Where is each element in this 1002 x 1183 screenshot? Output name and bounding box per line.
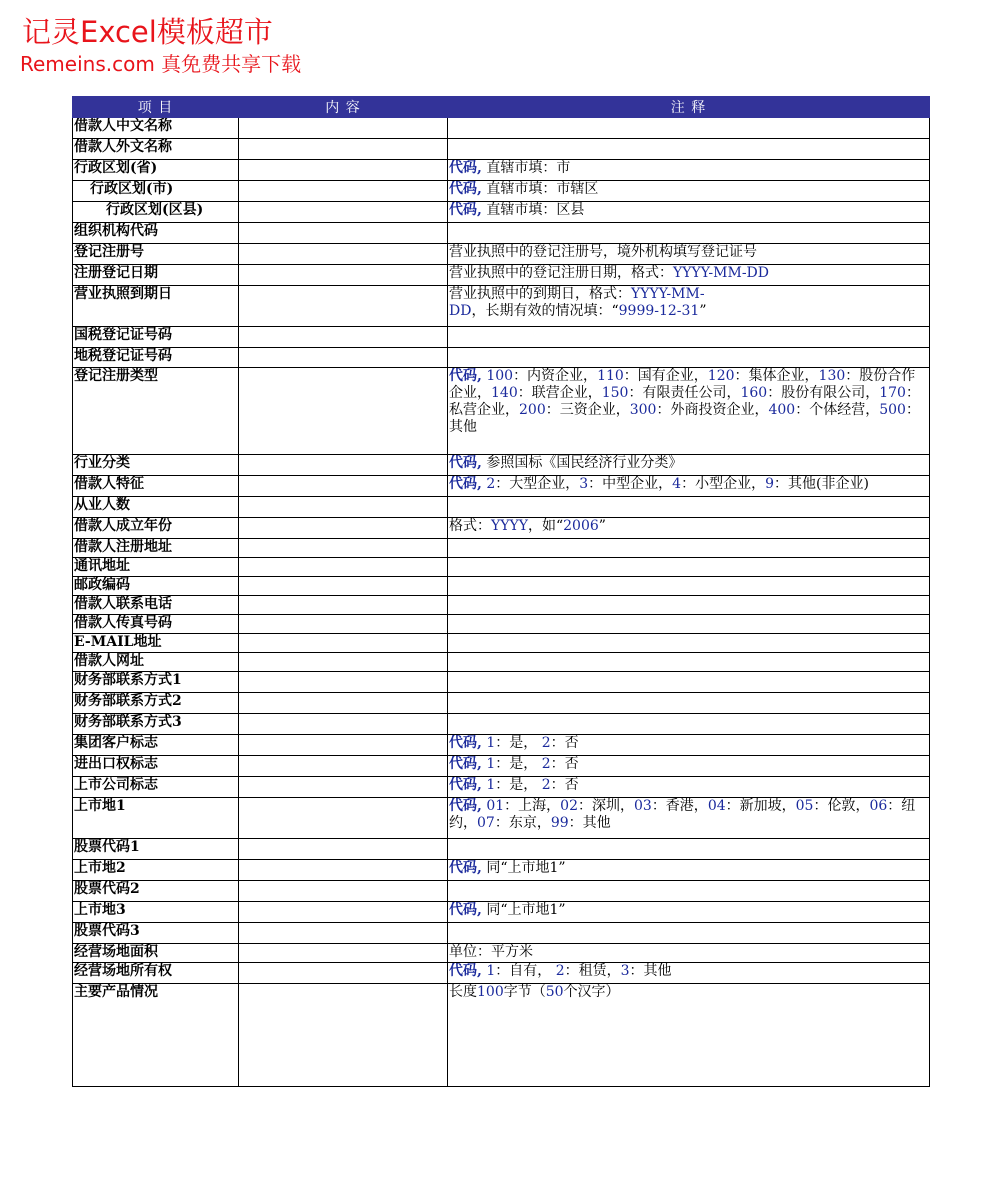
note-text: 07: [477, 815, 495, 831]
row-content-cell[interactable]: [239, 455, 448, 476]
row-content-cell[interactable]: [239, 860, 448, 881]
row-note: [448, 368, 930, 455]
row-item-label: 借款人注册地址: [73, 539, 239, 558]
row-note: [448, 756, 930, 777]
note-text: ：有限责任公司，: [628, 385, 741, 401]
table-row: [73, 223, 930, 244]
table-row: [73, 244, 930, 265]
note-text: ：内资企业，: [513, 368, 598, 384]
row-note: [448, 984, 930, 1087]
note-text: 参照国标《国民经济行业分类》: [481, 455, 683, 471]
note-text: ，长期有效的情况填：“: [471, 303, 619, 319]
note-text: 4: [672, 476, 682, 492]
row-note: [448, 693, 930, 714]
note-text: ：伦敦，: [813, 798, 870, 814]
note-text: 长度: [449, 984, 477, 1000]
row-note: [448, 881, 930, 902]
note-text: 营业执照中的到期日，格式：: [449, 286, 631, 302]
table-row: [73, 756, 930, 777]
note-text: 营业执照中的登记注册日期，格式：: [449, 265, 673, 281]
row-content-cell[interactable]: [239, 693, 448, 714]
row-item-label: 行政区划(省): [73, 160, 239, 181]
row-note: [448, 455, 930, 476]
table-row: [73, 902, 930, 923]
table-row: [73, 118, 930, 139]
row-content-cell[interactable]: [239, 944, 448, 963]
note-text: ：联营企业，: [517, 385, 602, 401]
note-text: ：否: [550, 777, 579, 793]
note-text: 06: [869, 798, 888, 814]
row-item-label: 邮政编码: [73, 577, 239, 596]
note-text: 1: [486, 756, 496, 772]
note-text: 100: [477, 984, 504, 1000]
row-content-cell[interactable]: [239, 368, 448, 455]
row-content-cell[interactable]: [239, 984, 448, 1087]
row-note: [448, 476, 930, 497]
header-content: 内 容: [239, 97, 448, 118]
table-row: [73, 539, 930, 558]
note-code-label: 代码,: [449, 963, 482, 979]
row-item-label: 财务部联系方式3: [73, 714, 239, 735]
note-text: ：上海，: [504, 798, 561, 814]
note-text: ：东京，: [494, 815, 551, 831]
row-content-cell[interactable]: [239, 881, 448, 902]
note-text: 100: [486, 368, 514, 384]
note-code-label: 代码,: [449, 368, 482, 384]
note-text: ：租赁，: [564, 963, 621, 979]
note-text: ：是，: [495, 756, 542, 772]
row-content-cell[interactable]: [239, 902, 448, 923]
note-text: ：股份合作企业，: [449, 368, 916, 401]
note-text: 3: [620, 963, 630, 979]
note-text: 99: [550, 815, 569, 831]
note-text: ：纽约，: [449, 798, 916, 831]
note-text: 单位：平方米: [449, 944, 533, 960]
row-note: [448, 202, 930, 223]
table-row: [73, 984, 930, 1087]
table-row: [73, 839, 930, 860]
note-text: ：新加坡，: [725, 798, 796, 814]
note-text: 300: [629, 402, 657, 418]
row-content-cell[interactable]: [239, 476, 448, 497]
note-code-label: 代码,: [449, 476, 482, 492]
loan-info-table: [72, 96, 930, 1087]
row-content-cell[interactable]: [239, 244, 448, 265]
note-text: 04: [707, 798, 726, 814]
row-content-cell[interactable]: [239, 348, 448, 368]
row-note: [448, 223, 930, 244]
row-note: [448, 963, 930, 984]
note-text: ：自有，: [495, 963, 556, 979]
note-text: 05: [795, 798, 814, 814]
table-row: [73, 881, 930, 902]
note-text: 字节（: [503, 984, 546, 1000]
note-text: ：深圳，: [577, 798, 634, 814]
row-content-cell[interactable]: [239, 327, 448, 348]
table-row: [73, 944, 930, 963]
row-note: [448, 735, 930, 756]
table-row: [73, 798, 930, 839]
note-text: ：其他(非企业): [774, 476, 869, 492]
row-item-label: 通讯地址: [73, 558, 239, 577]
note-text: 50: [545, 984, 564, 1000]
table-row: [73, 615, 930, 634]
row-content-cell[interactable]: [239, 839, 448, 860]
row-content-cell[interactable]: [239, 798, 448, 839]
row-content-cell[interactable]: [239, 118, 448, 139]
row-item-label: 经营场地所有权: [73, 963, 239, 984]
note-text: ，如“: [527, 518, 564, 534]
row-item-label: 上市地1: [73, 798, 239, 839]
note-text: ：国有企业，: [623, 368, 708, 384]
table-row: [73, 348, 930, 368]
note-text: 直辖市填：区县: [481, 202, 585, 218]
row-note: [448, 497, 930, 518]
table-row: [73, 634, 930, 653]
note-text: 2: [555, 963, 565, 979]
note-text: ：小型企业，: [681, 476, 766, 492]
row-item-label: 股票代码2: [73, 881, 239, 902]
row-note: [448, 265, 930, 286]
note-text: 同“上市地1”: [481, 860, 566, 876]
row-content-cell[interactable]: [239, 181, 448, 202]
note-text: 9999-12-31: [618, 303, 700, 319]
row-note: [448, 577, 930, 596]
note-text: YYYY-MM-: [631, 286, 705, 302]
row-item-label: 注册登记日期: [73, 265, 239, 286]
row-content-cell[interactable]: [239, 672, 448, 693]
row-item-label: 财务部联系方式2: [73, 693, 239, 714]
note-text: 直辖市填：市: [481, 160, 571, 176]
table-row: [73, 497, 930, 518]
watermark-title: 记灵Excel模板超市: [22, 15, 273, 49]
row-item-label: E-MAIL地址: [73, 634, 239, 653]
note-text: 500: [879, 402, 906, 418]
row-note: [448, 244, 930, 265]
row-item-label: 登记注册号: [73, 244, 239, 265]
row-content-cell[interactable]: [239, 160, 448, 181]
row-content-cell[interactable]: [239, 653, 448, 672]
note-code-label: 代码,: [449, 860, 482, 876]
row-item-label: 上市地2: [73, 860, 239, 881]
row-content-cell[interactable]: [239, 777, 448, 798]
row-item-label: 组织机构代码: [73, 223, 239, 244]
note-text: 个汉字）: [563, 984, 620, 1000]
table-row: [73, 577, 930, 596]
note-code-label: 代码,: [449, 902, 482, 918]
row-note: [448, 539, 930, 558]
note-text: YYYY-MM-DD: [673, 265, 770, 281]
row-content-cell[interactable]: [239, 518, 448, 539]
row-item-label: 行政区划(市): [73, 181, 239, 202]
row-content-cell[interactable]: [239, 714, 448, 735]
row-item-label: 国税登记证号码: [73, 327, 239, 348]
note-text: ：是，: [495, 735, 542, 751]
table-row: [73, 653, 930, 672]
row-content-cell[interactable]: [239, 265, 448, 286]
header-item: 项 目: [73, 97, 239, 118]
row-content-cell[interactable]: [239, 497, 448, 518]
row-item-label: 借款人传真号码: [73, 615, 239, 634]
note-text: ：其他: [568, 815, 611, 831]
note-text: 03: [633, 798, 652, 814]
table-row: [73, 265, 930, 286]
note-text: ：其他: [449, 402, 920, 435]
note-text: 01: [486, 798, 505, 814]
row-item-label: 借款人特征: [73, 476, 239, 497]
row-item-label: 借款人联系电话: [73, 596, 239, 615]
row-note: [448, 798, 930, 839]
row-content-cell[interactable]: [239, 577, 448, 596]
watermark-subtitle: Remeins.com 真免费共享下载: [20, 52, 302, 76]
table-row: [73, 327, 930, 348]
row-note: [448, 923, 930, 944]
row-item-label: 行业分类: [73, 455, 239, 476]
row-content-cell[interactable]: [239, 963, 448, 984]
note-text: 130: [818, 368, 846, 384]
row-content-cell[interactable]: [239, 558, 448, 577]
row-note: [448, 160, 930, 181]
table-row: [73, 714, 930, 735]
header-row: [73, 97, 930, 118]
note-text: 1: [486, 963, 496, 979]
row-item-label: 上市公司标志: [73, 777, 239, 798]
table-row: [73, 160, 930, 181]
row-content-cell[interactable]: [239, 539, 448, 558]
note-text: ：私营企业，: [449, 385, 920, 418]
row-item-label: 地税登记证号码: [73, 348, 239, 368]
table-row: [73, 181, 930, 202]
note-text: ：集体企业，: [734, 368, 819, 384]
note-code-label: 代码,: [449, 455, 482, 471]
note-text: ：否: [550, 735, 579, 751]
note-text: 2: [541, 777, 551, 793]
row-content-cell[interactable]: [239, 139, 448, 160]
row-content-cell[interactable]: [239, 286, 448, 327]
row-note: [448, 672, 930, 693]
note-text: 格式：: [449, 518, 491, 534]
note-text: ：是，: [495, 777, 542, 793]
row-note: [448, 558, 930, 577]
row-item-label: 行政区划(区县): [73, 202, 239, 223]
table-row: [73, 963, 930, 984]
note-text: ”: [699, 303, 707, 319]
row-item-label: 借款人成立年份: [73, 518, 239, 539]
row-note: [448, 518, 930, 539]
table-row: [73, 735, 930, 756]
row-item-label: 从业人数: [73, 497, 239, 518]
note-code-label: 代码,: [449, 756, 482, 772]
note-text: 150: [601, 385, 629, 401]
row-item-label: 借款人中文名称: [73, 118, 239, 139]
table-row: [73, 455, 930, 476]
note-text: 140: [491, 385, 518, 401]
note-text: 同“上市地1”: [481, 902, 566, 918]
row-item-label: 集团客户标志: [73, 735, 239, 756]
row-note: [448, 902, 930, 923]
row-item-label: 股票代码3: [73, 923, 239, 944]
row-note: [448, 777, 930, 798]
note-text: 2: [486, 476, 496, 492]
note-text: ：大型企业，: [495, 476, 580, 492]
row-item-label: 上市地3: [73, 902, 239, 923]
row-note: [448, 653, 930, 672]
note-text: DD: [449, 303, 472, 319]
table-row: [73, 860, 930, 881]
note-text: 营业执照中的登记注册号，境外机构填写登记证号: [449, 244, 757, 260]
note-text: ：外商投资企业，: [656, 402, 769, 418]
note-text: 1: [486, 777, 496, 793]
note-code-label: 代码,: [449, 202, 482, 218]
row-content-cell[interactable]: [239, 615, 448, 634]
row-content-cell[interactable]: [239, 596, 448, 615]
table-row: [73, 923, 930, 944]
note-code-label: 代码,: [449, 798, 482, 814]
table-row: [73, 476, 930, 497]
header-note: 注 释: [448, 97, 930, 118]
table-row: [73, 558, 930, 577]
row-item-label: 进出口权标志: [73, 756, 239, 777]
row-item-label: 财务部联系方式1: [73, 672, 239, 693]
note-text: 160: [740, 385, 768, 401]
note-code-label: 代码,: [449, 777, 482, 793]
note-text: ：个体经营，: [795, 402, 880, 418]
row-item-label: 主要产品情况: [73, 984, 239, 1087]
table-row: [73, 518, 930, 539]
note-text: 110: [597, 368, 624, 384]
row-content-cell[interactable]: [239, 735, 448, 756]
table-row: [73, 693, 930, 714]
row-note: [448, 839, 930, 860]
row-item-label: 借款人网址: [73, 653, 239, 672]
row-note: [448, 286, 930, 327]
row-item-label: 股票代码1: [73, 839, 239, 860]
row-item-label: 借款人外文名称: [73, 139, 239, 160]
table-row: [73, 672, 930, 693]
note-text: 170: [879, 385, 906, 401]
row-note: [448, 181, 930, 202]
row-content-cell[interactable]: [239, 634, 448, 653]
note-text: 1: [486, 735, 496, 751]
note-text: 120: [707, 368, 735, 384]
note-text: YYYY: [491, 518, 528, 534]
note-text: ：三资企业，: [545, 402, 630, 418]
row-note: [448, 634, 930, 653]
row-content-cell[interactable]: [239, 923, 448, 944]
row-note: [448, 348, 930, 368]
note-text: 02: [560, 798, 578, 814]
row-item-label: 营业执照到期日: [73, 286, 239, 327]
note-text: 2: [541, 756, 551, 772]
table-row: [73, 286, 930, 327]
note-text: 200: [519, 402, 546, 418]
row-item-label: 经营场地面积: [73, 944, 239, 963]
note-code-label: 代码,: [449, 735, 482, 751]
note-text: ：香港，: [651, 798, 708, 814]
row-content-cell[interactable]: [239, 756, 448, 777]
row-note: [448, 714, 930, 735]
row-item-label: 登记注册类型: [73, 368, 239, 455]
note-code-label: 代码,: [449, 160, 482, 176]
note-text: 2: [541, 735, 551, 751]
note-text: 9: [765, 476, 775, 492]
table-row: [73, 777, 930, 798]
row-note: [448, 139, 930, 160]
row-note: [448, 118, 930, 139]
note-text: ：股份有限公司，: [767, 385, 880, 401]
note-code-label: 代码,: [449, 181, 482, 197]
note-text: 3: [579, 476, 589, 492]
note-text: 直辖市填：市辖区: [481, 181, 599, 197]
note-text: ”: [598, 518, 606, 534]
row-note: [448, 860, 930, 881]
row-note: [448, 615, 930, 634]
row-note: [448, 596, 930, 615]
note-text: ：其他: [629, 963, 672, 979]
note-text: ：中型企业，: [588, 476, 673, 492]
note-text: 2006: [563, 518, 599, 534]
row-note: [448, 944, 930, 963]
note-text: 400: [768, 402, 796, 418]
row-content-cell[interactable]: [239, 223, 448, 244]
row-content-cell[interactable]: [239, 202, 448, 223]
table-row: [73, 596, 930, 615]
table-row: [73, 368, 930, 455]
table-row: [73, 139, 930, 160]
note-text: ：否: [550, 756, 579, 772]
table-row: [73, 202, 930, 223]
row-note: [448, 327, 930, 348]
